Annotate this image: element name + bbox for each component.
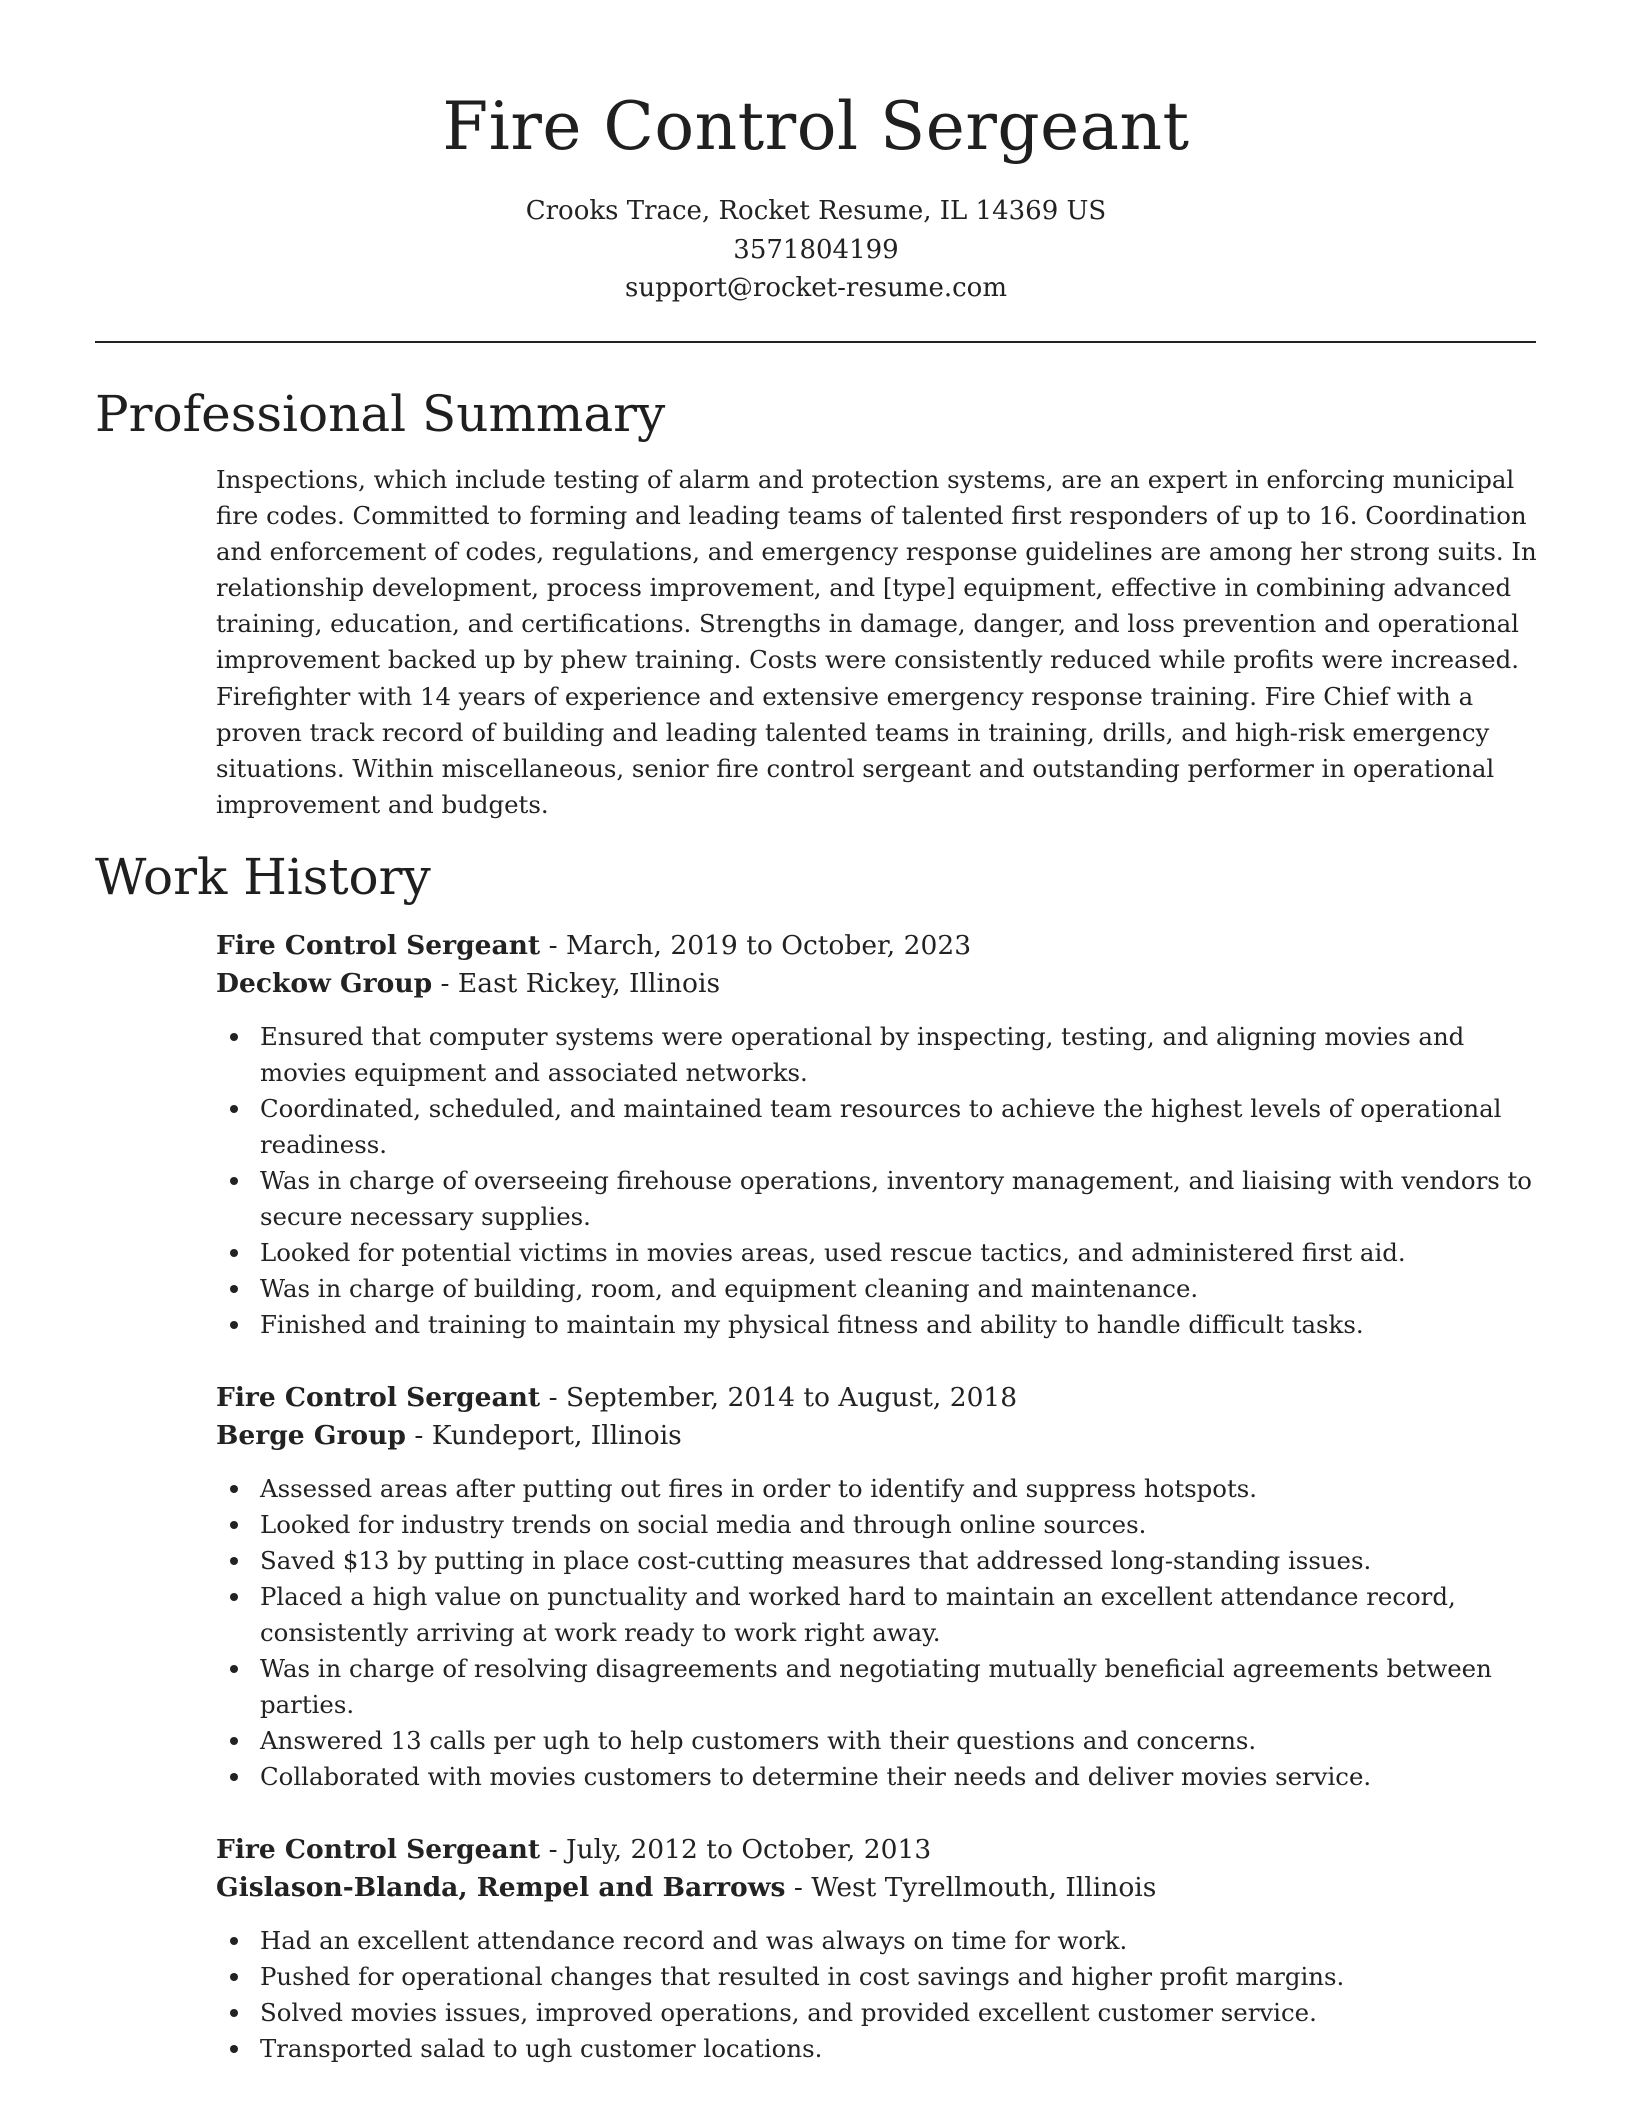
job-bullet-text: Looked for potential victims in movies areas, used rescue tactics, and administered first aid. xyxy=(260,1238,1406,1267)
job-location: - West Tyrellmouth, Illinois xyxy=(785,1872,1157,1903)
job-title-line xyxy=(216,1831,1542,1869)
bullet-dot-icon xyxy=(230,1321,238,1329)
job-bullet-text: Answered 13 calls per ugh to help customers with their questions and concerns. xyxy=(260,1726,1257,1755)
job-title-line xyxy=(216,1379,1542,1417)
job-bullet-text: Transported salad to ugh customer locations. xyxy=(260,2034,823,2063)
job-entry xyxy=(216,927,1542,1343)
bullet-dot-icon xyxy=(230,1737,238,1745)
job-bullet-text: Had an excellent attendance record and was always on time for work. xyxy=(260,1926,1128,1955)
job-bullet xyxy=(216,1091,1542,1163)
job-bullet-text: Assessed areas after putting out fires in order to identify and suppress hotspots. xyxy=(260,1474,1258,1503)
bullet-dot-icon xyxy=(230,1937,238,1945)
job-title-line xyxy=(216,927,1542,965)
job-bullet-text: Placed a high value on punctuality and worked hard to maintain an excellent attendance record, consistently arriving at work ready to work right away. xyxy=(260,1582,1456,1647)
job-bullet xyxy=(216,2031,1542,2067)
job-bullet xyxy=(216,1579,1542,1651)
job-bullet-text: Was in charge of resolving disagreements and negotiating mutually beneficial agreements between parties. xyxy=(260,1654,1492,1719)
bullet-dot-icon xyxy=(230,1177,238,1185)
contact-address: Crooks Trace, Rocket Resume, IL 14369 US xyxy=(525,196,1107,226)
job-bullet-text: Coordinated, scheduled, and maintained team resources to achieve the highest levels of operational readiness. xyxy=(260,1094,1502,1159)
job-entry xyxy=(216,1831,1542,2067)
job-company-line xyxy=(216,1869,1542,1907)
job-location: - East Rickey, Illinois xyxy=(432,968,721,999)
contact-block xyxy=(0,192,1632,308)
header-divider xyxy=(95,341,1536,343)
job-bullet-text: Looked for industry trends on social media and through online sources. xyxy=(260,1510,1147,1539)
bullet-dot-icon xyxy=(230,2009,238,2017)
job-bullet xyxy=(216,1723,1542,1759)
bullet-dot-icon xyxy=(230,1105,238,1113)
bullet-dot-icon xyxy=(230,2045,238,2053)
bullet-dot-icon xyxy=(230,1773,238,1781)
job-bullet-text: Saved $13 by putting in place cost-cutting measures that addressed long-standing issues. xyxy=(260,1546,1372,1575)
job-location: - Kundeport, Illinois xyxy=(405,1420,682,1451)
bullet-dot-icon xyxy=(230,1557,238,1565)
job-bullet-text: Ensured that computer systems were operational by inspecting, testing, and aligning movies and movies equipment and associated networks. xyxy=(260,1022,1465,1087)
job-bullet-text: Finished and training to maintain my physical fitness and ability to handle difficult tasks. xyxy=(260,1310,1364,1339)
job-bullet-text: Pushed for operational changes that resulted in cost savings and higher profit margins. xyxy=(260,1962,1345,1991)
job-bullet xyxy=(216,1507,1542,1543)
job-bullet-list xyxy=(216,1471,1542,1795)
job-bullet xyxy=(216,1959,1542,1995)
job-bullet xyxy=(216,1759,1542,1795)
job-bullet xyxy=(216,1923,1542,1959)
job-bullet xyxy=(216,1235,1542,1271)
bullet-dot-icon xyxy=(230,1249,238,1257)
summary-text: Inspections, which include testing of alarm and protection systems, are an expert in enforcing municipal fire codes. Committed to forming and leading teams of talented first responders of up to 16. Coordination and enforcement of codes, regulations, and emergency response guidelines are among her strong suits. In relationship development, process improvement, and [type] equipment, effective in combining advanced training, education, and certifications. Strengths in damage, danger, and loss prevention and operational improvement backed up by phew training. Costs were consistently reduced while profits were increased. Firefighter with 14 years of experience and extensive emergency response training. Fire Chief with a proven track record of building and leading talented teams in training, drills, and high-risk emergency situations. Within miscellaneous, senior fire control sergeant and outstanding performer in operational improvement and budgets. xyxy=(216,465,1537,819)
contact-phone: 3571804199 xyxy=(733,234,899,265)
job-dates: - March, 2019 to October, 2023 xyxy=(540,930,972,961)
job-bullet-list xyxy=(216,1019,1542,1343)
job-dates: - September, 2014 to August, 2018 xyxy=(540,1382,1018,1413)
bullet-dot-icon xyxy=(230,1973,238,1981)
job-bullet-text: Was in charge of building, room, and equipment cleaning and maintenance. xyxy=(260,1274,1199,1303)
job-bullet xyxy=(216,1163,1542,1235)
job-company: Deckow Group xyxy=(216,968,433,999)
job-company-line xyxy=(216,965,1542,1003)
summary-heading: Professional Summary xyxy=(95,385,666,443)
job-bullet-text: Was in charge of overseeing firehouse operations, inventory management, and liaising with vendors to secure necessary supplies. xyxy=(260,1166,1532,1231)
job-bullet xyxy=(216,1019,1542,1091)
bullet-dot-icon xyxy=(230,1033,238,1041)
job-bullet xyxy=(216,1471,1542,1507)
job-bullet-list xyxy=(216,1923,1542,2067)
job-company-line xyxy=(216,1417,1542,1455)
work-history-heading: Work History xyxy=(95,848,431,906)
job-bullet-text: Solved movies issues, improved operations, and provided excellent customer service. xyxy=(260,1998,1317,2027)
job-company: Berge Group xyxy=(216,1420,406,1451)
job-bullet-text: Collaborated with movies customers to determine their needs and deliver movies service. xyxy=(260,1762,1372,1791)
job-bullet xyxy=(216,1995,1542,2031)
bullet-dot-icon xyxy=(230,1593,238,1601)
job-role: Fire Control Sergeant xyxy=(216,1834,541,1865)
job-entry xyxy=(216,1379,1542,1795)
bullet-dot-icon xyxy=(230,1521,238,1529)
bullet-dot-icon xyxy=(230,1665,238,1673)
job-bullet xyxy=(216,1271,1542,1307)
contact-email: support@rocket-resume.com xyxy=(624,273,1007,303)
job-company: Gislason-Blanda, Rempel and Barrows xyxy=(216,1872,786,1903)
job-bullet xyxy=(216,1543,1542,1579)
job-role: Fire Control Sergeant xyxy=(216,930,541,961)
job-bullet xyxy=(216,1307,1542,1343)
job-role: Fire Control Sergeant xyxy=(216,1382,541,1413)
resume-name: Fire Control Sergeant xyxy=(442,88,1190,165)
job-dates: - July, 2012 to October, 2013 xyxy=(540,1834,932,1865)
bullet-dot-icon xyxy=(230,1285,238,1293)
bullet-dot-icon xyxy=(230,1485,238,1493)
job-bullet xyxy=(216,1651,1542,1723)
